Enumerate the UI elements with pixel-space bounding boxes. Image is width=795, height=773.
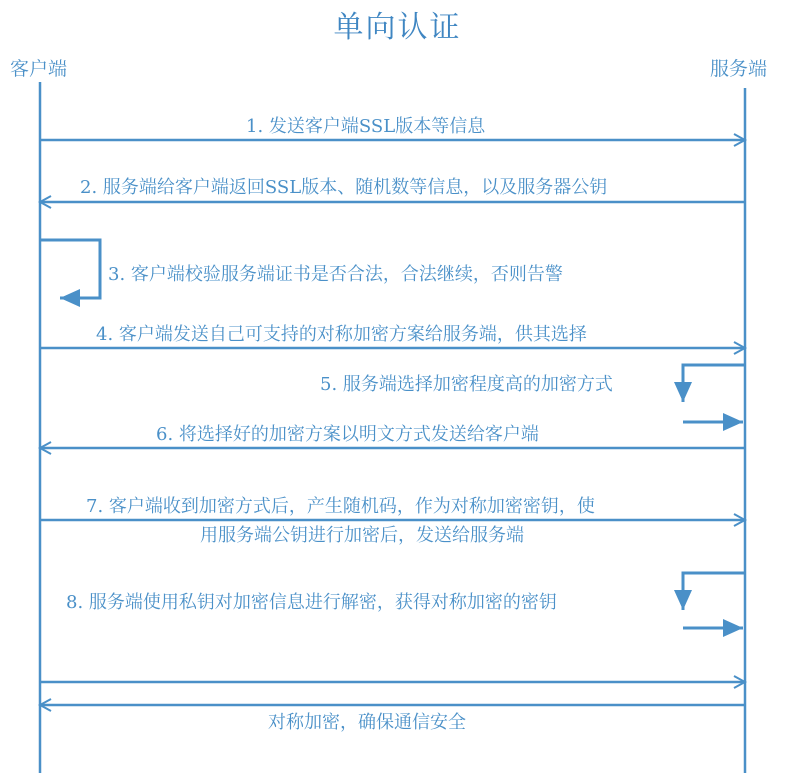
message-7-line-1: 7. 客户端收到加密方式后，产生随机码，作为对称加密密钥，使: [86, 496, 595, 517]
message-3: 3. 客户端校验服务端证书是否合法，合法继续，否则告警: [108, 264, 563, 285]
self-loop-8: [683, 573, 745, 610]
message-1: 1. 发送客户端SSL版本等信息: [246, 116, 486, 137]
message-4: 4. 客户端发送自己可支持的对称加密方案给服务端，供其选择: [96, 324, 587, 345]
message-5: 5. 服务端选择加密程度高的加密方式: [320, 374, 613, 395]
actor-client-label: 客户端: [10, 58, 68, 80]
actor-server-label: 服务端: [710, 58, 768, 80]
message-9: 对称加密，确保通信安全: [268, 712, 466, 733]
self-loop-5: [683, 365, 745, 402]
diagram-title: 单向认证: [333, 10, 462, 45]
self-loop-3: [40, 240, 100, 298]
message-7-line-2: 用服务端公钥进行加密后，发送给服务端: [200, 525, 524, 546]
message-2: 2. 服务端给客户端返回SSL版本、随机数等信息，以及服务器公钥: [80, 177, 608, 198]
message-8: 8. 服务端使用私钥对加密信息进行解密，获得对称加密的密钥: [66, 592, 557, 613]
message-6: 6. 将选择好的加密方案以明文方式发送给客户端: [156, 424, 539, 445]
